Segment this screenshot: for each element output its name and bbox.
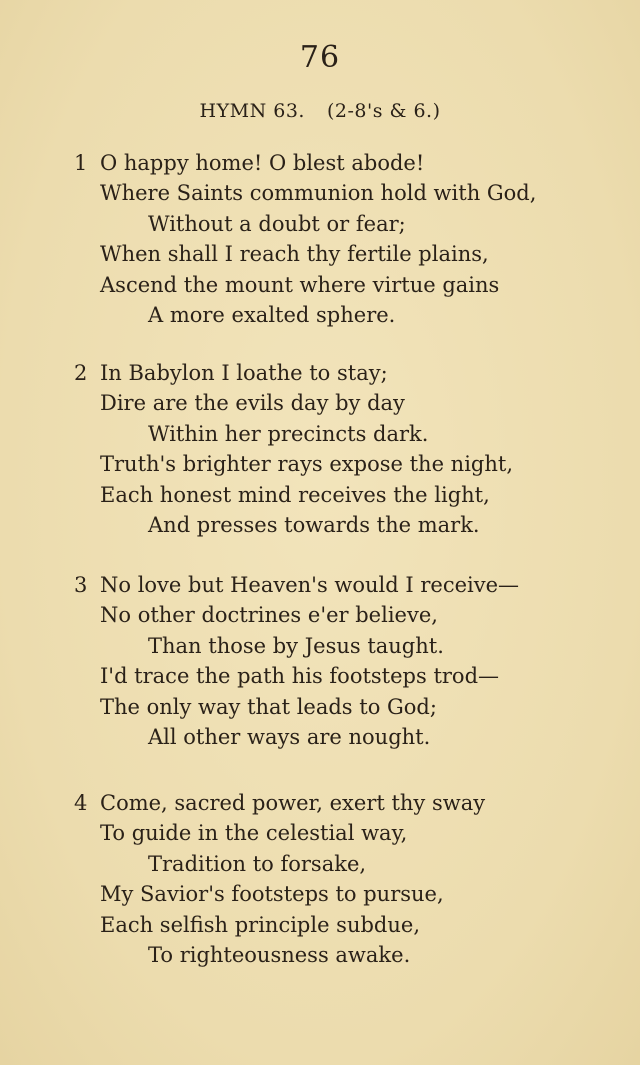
verse-line: [74, 570, 614, 600]
verse-line: Truth's brighter rays expose the night,: [100, 452, 514, 477]
verse-line: No other doctrines e'er believe,: [100, 603, 438, 628]
verse-number: 4: [74, 791, 88, 815]
verse-line: Than those by Jesus taught.: [148, 633, 444, 658]
verse-line: Tradition to forsake,: [148, 851, 367, 876]
verse-line: The only way that leads to God;: [100, 694, 437, 719]
verse-line: All other ways are nought.: [148, 724, 431, 749]
verse-line-text: In Babylon I loathe to stay;: [100, 361, 388, 385]
verse-line: Each honest mind receives the light,: [100, 482, 490, 507]
verse-4: [74, 788, 614, 970]
hymn-heading: [0, 100, 640, 122]
verse-line: To guide in the celestial way,: [100, 821, 408, 846]
verse-line: Each selfish principle subdue,: [100, 912, 420, 937]
verse-number: 1: [74, 151, 88, 175]
verse-line-text: O happy home! O blest abode!: [100, 151, 425, 175]
verse-line: Within her precincts dark.: [148, 421, 429, 446]
verse-1: [74, 148, 614, 330]
verse-line: [74, 148, 614, 178]
verse-3: [74, 570, 614, 752]
verse-number: 2: [74, 361, 88, 385]
verse-line: To righteousness awake.: [148, 942, 411, 967]
verse-line: Where Saints communion hold with God,: [100, 181, 537, 206]
verse-line: [74, 788, 614, 818]
verse-line: Dire are the evils day by day: [100, 391, 405, 416]
verse-line: My Savior's footsteps to pursue,: [100, 882, 444, 907]
hymn-meter: (2-8's & 6.): [326, 100, 441, 122]
verse-line: [74, 358, 614, 388]
verse-line: I'd trace the path his footsteps trod—: [100, 664, 500, 689]
verse-line: And presses towards the mark.: [148, 512, 480, 537]
verse-line-text: Come, sacred power, exert thy sway: [100, 791, 486, 815]
verse-number: 3: [74, 573, 88, 597]
verse-line: Without a doubt or fear;: [148, 211, 406, 236]
verse-line: When shall I reach thy fertile plains,: [100, 242, 489, 267]
verse-2: [74, 358, 614, 540]
hymn-title: HYMN 63.: [199, 100, 305, 122]
verse-line: Ascend the mount where virtue gains: [100, 272, 500, 297]
verse-line-text: No love but Heaven's would I receive—: [100, 573, 520, 597]
page-number: 76: [299, 40, 341, 75]
verse-line: A more exalted sphere.: [148, 302, 396, 327]
